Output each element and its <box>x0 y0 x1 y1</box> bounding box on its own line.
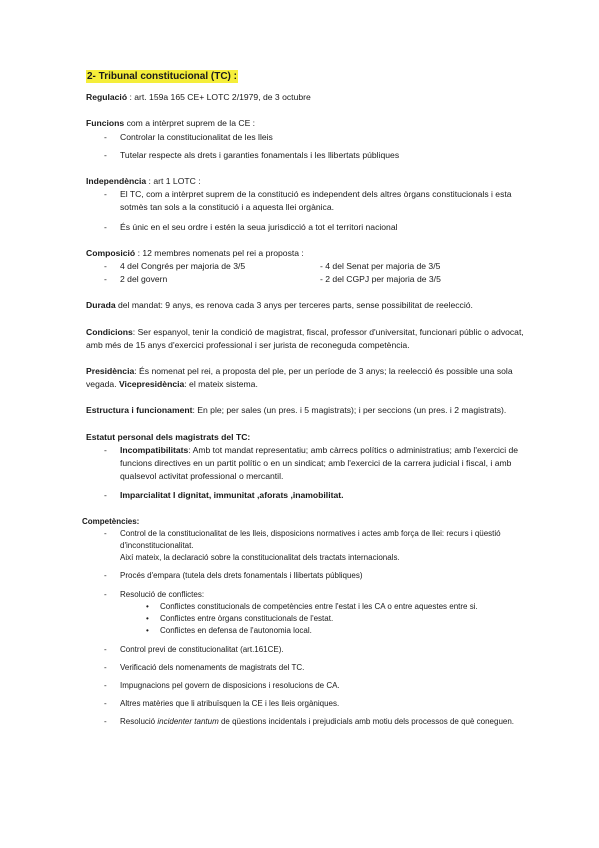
funcions-paragraph <box>86 117 526 130</box>
incompatibilitats-text: : Amb tot mandat representatiu; amb càrrecs polítics o administratius; amb l'exercici de funcions directives en un partit polític o en un sindicat; amb l'exercici de la carrera judicial i fiscal, i amb qualsevol activitat professional o mercantil. <box>120 444 519 482</box>
competencia-italic: incidenter tantum <box>157 717 219 727</box>
competencies-label: Competències: <box>82 516 140 526</box>
funcions-list <box>86 131 526 162</box>
competencies-list <box>86 528 526 729</box>
regulacio-text: : art. 159a 165 CE+ LOTC 2/1979, de 3 octubre <box>127 92 311 103</box>
list-item <box>86 489 526 502</box>
list-item: - Impugnacions pel govern de disposicions i resolucions de CA. <box>86 680 526 692</box>
estructura-text: : En ple; per sales (un pres. i 5 magistrats); i per seccions (un pres. i 2 magistrats). <box>192 405 507 416</box>
independencia-paragraph <box>86 175 526 188</box>
competencia-text: de qüestions incidentals i prejudicials amb motiu dels processos de què coneguen. <box>218 717 515 727</box>
incompatibilitats-label: Incompatibilitats <box>120 444 189 455</box>
durada-paragraph <box>86 299 526 312</box>
list-item: - Control previ de constitucionalitat (art.161CE). <box>86 644 526 656</box>
vicepresidencia-text: : el mateix sistema. <box>184 379 258 390</box>
competencia-text: - Resolució de conflictes: <box>120 589 205 599</box>
condicions-text: : Ser espanyol, tenir la condició de magistrat, fiscal, professor d'universitat, funcionari públic o advocat, amb més de 15 anys d'exercici professional i ser jurista de reconeguda competència. <box>86 326 524 350</box>
competencia-text: - Control de la constitucionalitat de les lleis, disposicions normatives i actes amb força de llei: recurs i qüestió d'inconstitucionalitat. <box>120 528 501 551</box>
regulacio-label: Regulació <box>86 92 128 103</box>
list-item: - Controlar la constitucionalitat de les lleis <box>86 131 526 144</box>
independencia-text: : art 1 LOTC : <box>146 176 201 187</box>
document-page <box>82 70 526 742</box>
list-item <box>86 528 526 565</box>
imparcialitat-text: Imparcialitat I dignitat, immunitat ,aforats ,inamobilitat. <box>120 490 344 501</box>
regulacio-paragraph <box>86 91 526 104</box>
list-item <box>86 273 526 286</box>
durada-text: del mandat: 9 anys, es renova cada 3 anys per terceres parts, sense possibilitat de reelecció. <box>115 300 473 311</box>
presidencia-paragraph <box>86 365 526 391</box>
competencia-text: Així mateix, la declaració sobre la constitucionalitat dels tractats internacionals. <box>120 553 400 563</box>
estatut-heading <box>86 431 526 444</box>
section-title: 2- Tribunal constitucional (TC) : <box>87 71 237 82</box>
composicio-left: - 2 del govern <box>120 274 168 285</box>
estatut-list <box>86 444 526 503</box>
composicio-list <box>86 260 526 286</box>
list-item <box>86 716 526 728</box>
composicio-paragraph <box>86 247 526 260</box>
list-item: - És únic en el seu ordre i estén la seua jurisdicció a tot el territori nacional <box>86 221 526 234</box>
presidencia-label: Presidència <box>86 366 135 377</box>
conflictes-list <box>120 601 526 638</box>
estatut-label: Estatut personal dels magistrats del TC: <box>86 431 251 442</box>
estructura-paragraph <box>86 404 526 417</box>
list-item <box>86 260 526 273</box>
condicions-label: Condicions <box>86 326 133 337</box>
list-item: - Verificació dels nomenaments de magistrats del TC. <box>86 662 526 674</box>
list-item <box>86 444 526 484</box>
composicio-left: - 4 del Congrés per majoria de 3/5 <box>120 261 246 272</box>
composicio-right: - 2 del CGPJ per majoria de 3/5 <box>320 274 441 285</box>
vicepresidencia-label: Vicepresidència <box>118 379 185 390</box>
independencia-label: Independència <box>86 176 147 187</box>
competencies-section <box>82 516 526 729</box>
sub-list-item: • Conflictes entre òrgans constitucionals de l'estat. <box>120 613 526 625</box>
condicions-paragraph <box>86 326 526 352</box>
sub-list-item: • Conflictes constitucionals de competències entre l'estat i les CA o entre aquestes entre si. <box>120 601 526 613</box>
list-item <box>86 589 526 638</box>
estructura-label: Estructura i funcionament <box>86 405 193 416</box>
composicio-text: : 12 membres nomenats pel rei a proposta : <box>135 247 304 258</box>
durada-label: Durada <box>86 300 116 311</box>
list-item: - El TC, com a intèrpret suprem de la constitució es independent dels altres òrgans constitucionals i esta sotmès tan sols a la constitució i a aquesta llei orgànica. <box>86 188 526 214</box>
composicio-label: Composició <box>86 247 136 258</box>
list-item: - Altres matèries que li atribuïsquen la CE i les lleis orgàniques. <box>86 698 526 710</box>
sub-list-item: • Conflictes en defensa de l'autonomia local. <box>120 625 526 637</box>
list-item: - Tutelar respecte als drets i garanties fonamentals i les llibertats públiques <box>86 149 526 162</box>
funcions-text: com a intèrpret suprem de la CE : <box>124 118 256 129</box>
funcions-label: Funcions <box>86 118 125 129</box>
list-item: - Procés d'empara (tutela dels drets fonamentals i llibertats públiques) <box>86 570 526 582</box>
independencia-list <box>86 188 526 234</box>
presidencia-text: : És nomenat pel rei, a proposta del ple, per un període de 3 anys; la reelecció és possible una sola vegada. <box>86 366 513 390</box>
competencia-text: Resolució <box>120 717 158 727</box>
composicio-right: - 4 del Senat per majoria de 3/5 <box>320 261 441 272</box>
